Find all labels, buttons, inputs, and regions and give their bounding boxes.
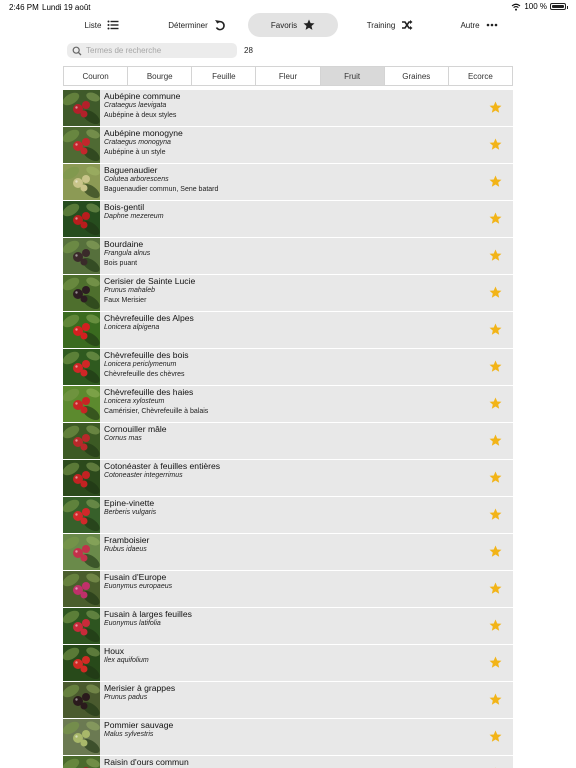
list-item[interactable] (63, 460, 513, 496)
species-latin-name: Lonicera xylosteum (104, 398, 165, 405)
species-text (100, 719, 173, 755)
species-common-name: Fusain d'Europe (104, 572, 167, 582)
list-item[interactable] (63, 386, 513, 422)
species-photo (63, 497, 100, 533)
species-text (100, 386, 208, 422)
undo-arrow-icon (214, 19, 226, 31)
species-latin-name: Prunus mahaleb (104, 287, 155, 294)
nav-label: Liste (84, 20, 102, 30)
list-item[interactable] (63, 312, 513, 348)
list-item[interactable] (63, 127, 513, 163)
list-item[interactable] (63, 423, 513, 459)
species-latin-name: Lonicera periclymenum (104, 361, 177, 368)
list-item[interactable] (63, 164, 513, 200)
list-item[interactable] (63, 645, 513, 681)
species-latin-name: Cornus mas (104, 435, 142, 442)
species-latin-name: Frangula alnus (104, 250, 151, 257)
nav-liste-button[interactable] (60, 13, 144, 37)
status-right (511, 2, 566, 11)
species-common-name: Raisin d'ours commun (104, 757, 189, 767)
list-item[interactable] (63, 349, 513, 385)
list-item[interactable] (63, 719, 513, 755)
favorite-star-icon[interactable] (489, 545, 502, 558)
species-photo (63, 90, 100, 126)
list-item[interactable] (63, 608, 513, 644)
species-photo (63, 312, 100, 348)
species-photo (63, 386, 100, 422)
species-latin-name: Cotoneaster integerrimus (104, 472, 183, 479)
species-text (100, 312, 194, 348)
species-common-name: Bourdaine (104, 239, 144, 249)
species-text (100, 164, 218, 200)
species-photo (63, 608, 100, 644)
species-latin-name: Crataegus monogyna (104, 139, 171, 146)
species-text (100, 423, 167, 459)
species-latin-name: Euonymus europaeus (104, 583, 173, 590)
category-tabs (63, 66, 513, 86)
species-text (100, 682, 175, 718)
shuffle-icon (401, 19, 413, 31)
tab-bourge[interactable]: Bourge (128, 67, 192, 85)
species-photo (63, 164, 100, 200)
species-photo (63, 275, 100, 311)
nav-label: Autre (460, 20, 480, 30)
species-photo (63, 460, 100, 496)
favorite-star-icon[interactable] (489, 582, 502, 595)
species-alternate-names: Baguenaudier commun, Sene batard (104, 186, 219, 193)
list-item[interactable] (63, 534, 513, 570)
favorite-star-icon[interactable] (489, 138, 502, 151)
species-latin-name: Berberis vulgaris (104, 509, 157, 516)
favorite-star-icon[interactable] (489, 397, 502, 410)
star-icon (303, 19, 315, 31)
nav-label: Favoris (270, 20, 298, 30)
battery-icon (550, 3, 566, 10)
list-item[interactable] (63, 201, 513, 237)
list-item[interactable] (63, 571, 513, 607)
species-photo (63, 571, 100, 607)
favorite-star-icon[interactable] (489, 286, 502, 299)
nav-training-button[interactable] (338, 13, 442, 37)
species-photo (63, 238, 100, 274)
species-common-name: Merisier à grappes (104, 683, 176, 693)
nav-label: Training (366, 20, 396, 30)
species-alternate-names: Aubépine à un style (104, 149, 166, 156)
species-text (100, 90, 180, 126)
species-latin-name: Euonymus latifolia (104, 620, 161, 627)
species-latin-name: Rubus idaeus (104, 546, 147, 553)
tab-couron[interactable]: Couron (64, 67, 128, 85)
species-photo (63, 756, 100, 768)
species-common-name: Framboisier (104, 535, 150, 545)
species-common-name: Chèvrefeuille des Alpes (104, 313, 194, 323)
wifi-icon (511, 3, 521, 11)
favorite-star-icon[interactable] (489, 360, 502, 373)
species-latin-name: Malus sylvestris (104, 731, 154, 738)
species-text (100, 645, 149, 681)
species-photo (63, 645, 100, 681)
species-common-name: Bois-gentil (104, 202, 145, 212)
species-latin-name: Colutea arborescens (104, 176, 169, 183)
tab-fruit[interactable]: Fruit (321, 67, 385, 85)
search-placeholder: Termes de recherche (86, 46, 162, 55)
species-common-name: Aubépine commune (104, 91, 181, 101)
species-common-name: Chèvrefeuille des bois (104, 350, 189, 360)
species-common-name: Chèvrefeuille des haies (104, 387, 194, 397)
tab-ecorce[interactable]: Ecorce (467, 71, 493, 81)
species-alternate-names: Faux Merisier (104, 297, 147, 304)
favorite-star-icon[interactable] (489, 508, 502, 521)
species-common-name: Fusain à larges feuilles (104, 609, 192, 619)
list-item[interactable] (63, 90, 513, 126)
species-photo (63, 423, 100, 459)
list-item[interactable] (63, 238, 513, 274)
favorite-star-icon[interactable] (489, 175, 502, 188)
species-text (100, 127, 183, 163)
species-photo (63, 534, 100, 570)
species-latin-name: Daphne mezereum (104, 213, 164, 220)
nav-autre-button[interactable] (442, 13, 516, 37)
species-common-name: Cornouiller mâle (104, 424, 167, 434)
list-item[interactable] (63, 275, 513, 311)
species-alternate-names: Aubépine à deux styles (104, 112, 177, 119)
favorite-star-icon[interactable] (489, 434, 502, 447)
favorite-star-icon[interactable] (489, 323, 502, 336)
species-common-name: Pommier sauvage (104, 720, 174, 730)
favorite-star-icon[interactable] (489, 101, 502, 114)
species-latin-name: Lonicera alpigena (104, 324, 160, 331)
species-text (100, 756, 189, 768)
species-text (100, 571, 172, 607)
species-text (100, 349, 189, 385)
favorite-star-icon[interactable] (489, 730, 502, 743)
search-icon (72, 46, 82, 56)
status-bar (0, 0, 576, 14)
species-text (100, 608, 192, 644)
list-icon (107, 19, 119, 31)
species-photo (63, 201, 100, 237)
species-common-name: Aubépine monogyne (104, 128, 183, 138)
favorite-star-icon[interactable] (489, 693, 502, 706)
search-input[interactable] (67, 43, 237, 58)
species-text (100, 534, 149, 570)
species-common-name: Baguenaudier (104, 165, 158, 175)
species-alternate-names: Camérisier, Chèvrefeuille à balais (104, 408, 209, 415)
battery-percent: 100 % (524, 2, 547, 11)
tab-graines[interactable]: Graines (385, 67, 449, 85)
favorite-star-icon[interactable] (489, 656, 502, 669)
favorite-star-icon[interactable] (489, 471, 502, 484)
list-item[interactable] (63, 756, 513, 768)
status-date: Lundi 19 août (42, 3, 91, 12)
species-common-name: Houx (104, 646, 125, 656)
species-photo (63, 349, 100, 385)
species-common-name: Cotonéaster à feuilles entières (104, 461, 221, 471)
species-text (100, 460, 220, 496)
list-item[interactable] (63, 682, 513, 718)
species-list[interactable] (63, 90, 513, 768)
nav-label: Déterminer (168, 20, 208, 30)
species-alternate-names: Chèvrefeuille des chèvres (104, 371, 185, 378)
species-text (100, 275, 195, 311)
tab-feuille[interactable]: Feuille (192, 67, 256, 85)
species-latin-name: Prunus padus (104, 694, 148, 701)
ellipsis-icon (486, 19, 498, 31)
list-item[interactable] (63, 497, 513, 533)
species-photo (63, 719, 100, 755)
species-latin-name: Crataegus laevigata (104, 102, 167, 109)
species-photo (63, 682, 100, 718)
favorite-star-icon[interactable] (489, 212, 502, 225)
top-navigation (60, 13, 516, 37)
tab-fleur[interactable]: Fleur (256, 67, 320, 85)
species-latin-name: Ilex aquifolium (104, 657, 149, 664)
result-count: 28 (244, 46, 253, 55)
nav-determiner-button[interactable] (144, 13, 250, 37)
favorite-star-icon[interactable] (489, 249, 502, 262)
species-photo (63, 127, 100, 163)
favorite-star-icon[interactable] (489, 619, 502, 632)
species-text (100, 238, 150, 274)
species-text (100, 201, 164, 237)
species-common-name: Cerisier de Sainte Lucie (104, 276, 196, 286)
species-text (100, 497, 156, 533)
species-alternate-names: Bois puant (104, 260, 138, 267)
nav-favoris-button[interactable] (248, 13, 338, 37)
status-time: 2:46 PM (9, 3, 39, 12)
species-common-name: Epine-vinette (104, 498, 155, 508)
